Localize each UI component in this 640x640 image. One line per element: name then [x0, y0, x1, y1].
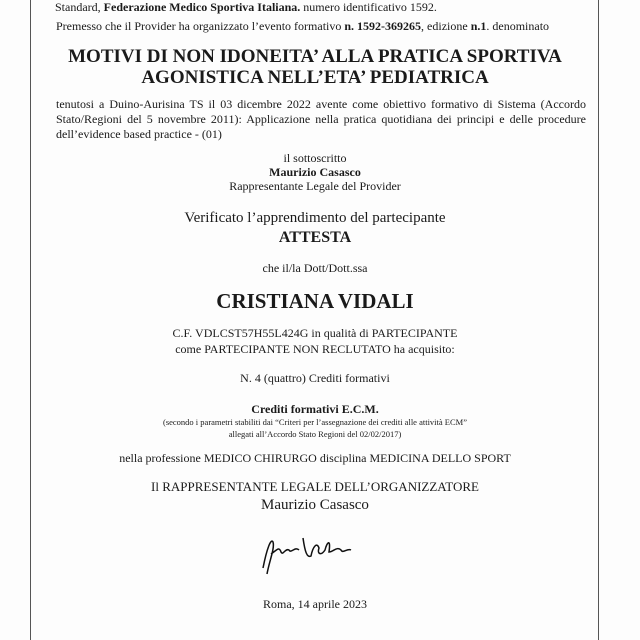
profession-line: nella professione MEDICO CHIRURGO disciplina MEDICINA DELLO SPORT — [119, 451, 511, 465]
credits-line: N. 4 (quattro) Crediti formativi — [240, 371, 390, 385]
event-title-line2: AGONISTICA NELL’ETA’ PEDIATRICA — [141, 67, 489, 88]
fiscal-code-line: C.F. VDLCST57H55L424G in qualità di PARTECIPANTE — [172, 326, 458, 340]
legal-rep-label: Il RAPPRESENTANTE LEGALE DELL’ORGANIZZATORE — [151, 479, 479, 494]
header-suffix: numero identificativo 1592. — [300, 0, 437, 14]
ecm-note-1: (secondo i parametri stabiliti dai “Criteri per l’assegnazione dei crediti alle attività ECM” — [163, 417, 467, 427]
participant-role-line: come PARTECIPANTE NON RECLUTATO ha acquisito: — [175, 342, 455, 356]
place-date: Roma, 14 aprile 2023 — [263, 597, 367, 611]
header-line — [55, 0, 605, 15]
header-prefix: Standard, — [55, 0, 104, 14]
verified-text: Verificato l’apprendimento del partecipante — [184, 210, 446, 226]
premise-text: Premesso che il Provider ha organizzato l’evento formativo n. 1592-369265, edizione n.1. denominato — [56, 19, 550, 33]
attesta-heading: ATTESTA — [278, 229, 352, 246]
che-text: che il/la Dott/Dott.ssa — [262, 261, 368, 275]
ecm-note-2: allegati all’Accordo Stato Regioni del 02/02/2017) — [228, 429, 402, 439]
signatory-role: Rappresentante Legale del Provider — [229, 179, 401, 193]
left-border — [30, 0, 31, 640]
right-border — [598, 0, 599, 640]
participant-name: CRISTIANA VIDALI — [216, 289, 414, 313]
signatory-intro: il sottoscritto — [283, 151, 347, 165]
event-title-line1: MOTIVI DI NON IDONEITA’ ALLA PRATICA SPORTIVA — [68, 46, 562, 67]
signatory-name: Maurizio Casasco — [269, 165, 361, 179]
legal-rep-name: Maurizio Casasco — [261, 497, 369, 513]
signature-image — [255, 528, 375, 578]
header-org: Federazione Medico Sportiva Italiana. — [103, 0, 301, 14]
ecm-title: Crediti formativi E.C.M. — [251, 402, 379, 416]
event-description: tenutosi a Duino-Aurisina TS il 03 dicembre 2022 avente come obiettivo formativo di Sistema (Accordo Stato/Regioni del 5 novembre 2011): Applicazione nella pratica quotidiana dei principi e delle procedure dell’evidence based practice - (01) — [56, 97, 586, 141]
